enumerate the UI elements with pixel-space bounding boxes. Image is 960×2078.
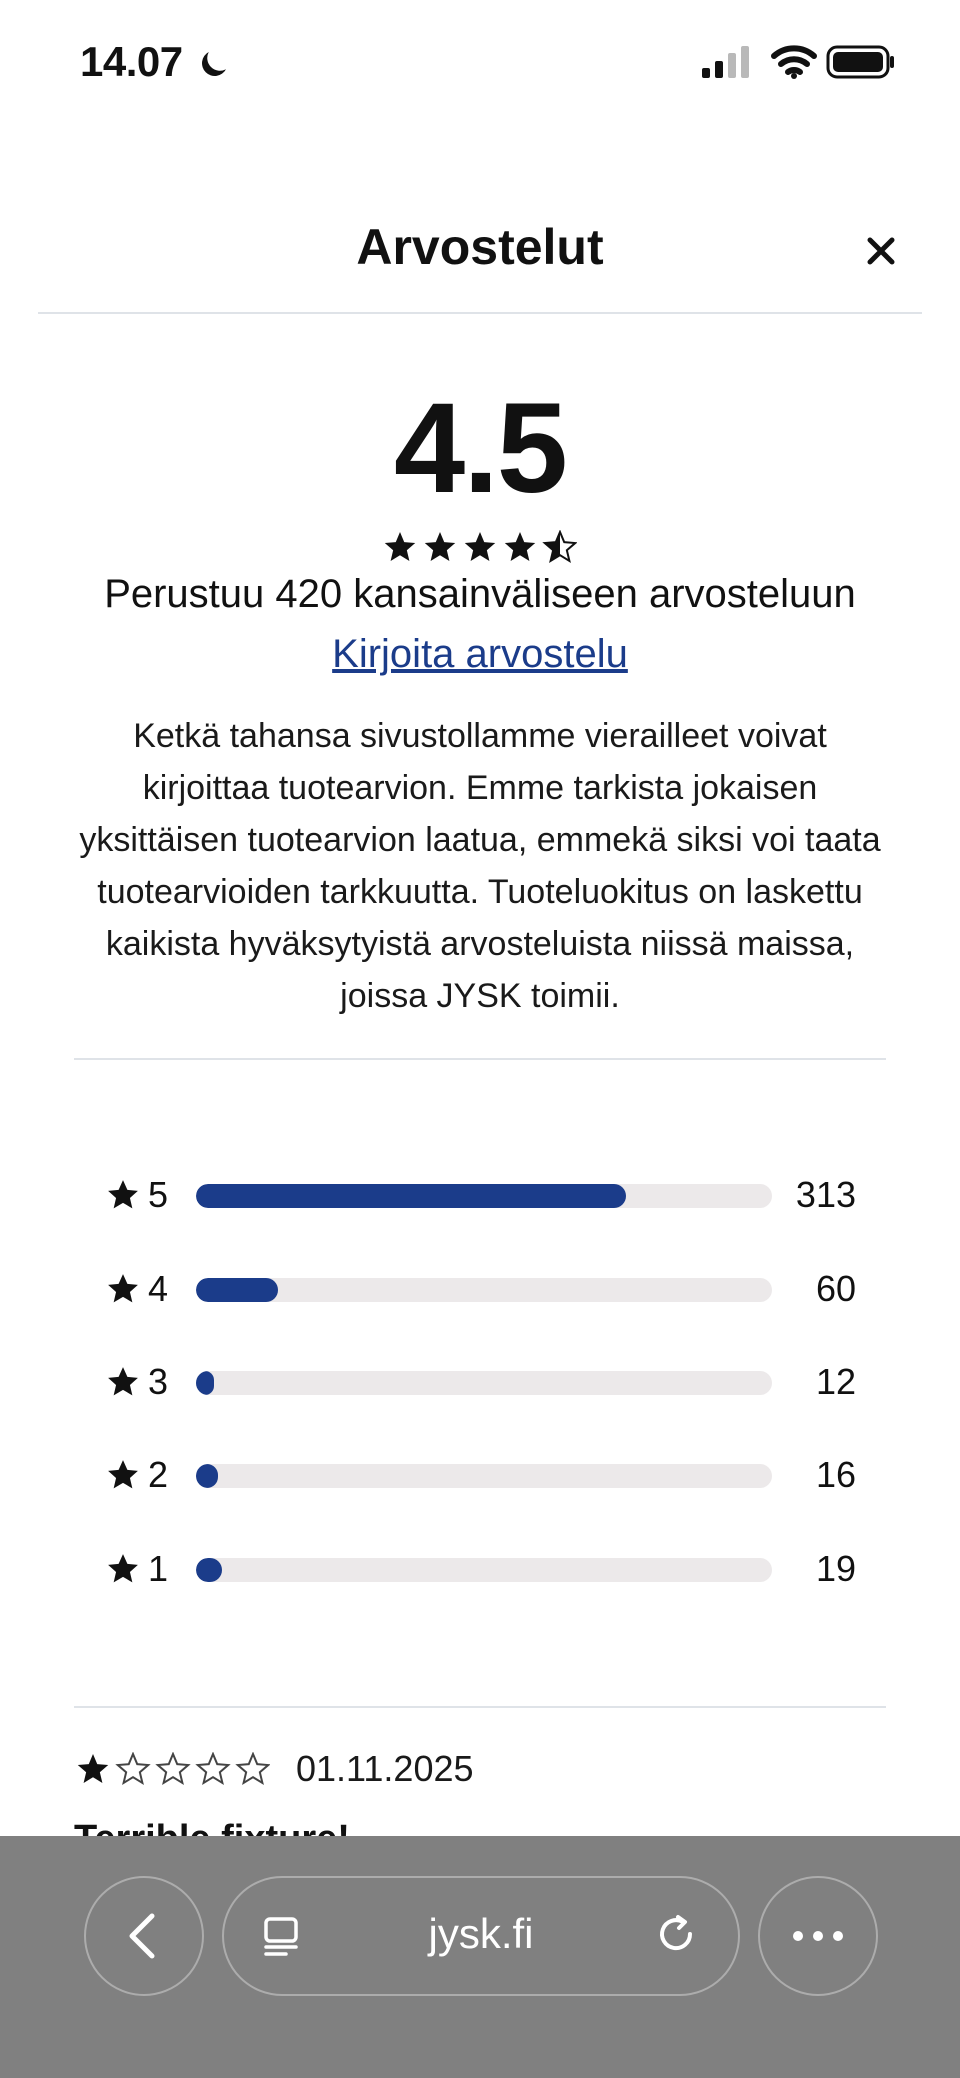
review-date: 01.11.2025 <box>296 1748 474 1789</box>
review-disclaimer: Ketkä tahansa sivustollamme vierailleet voivat kirjoittaa tuotearvion. Emme tarkista jokaisen yksittäisen tuotearvion laatua, emmekä siksi voi taata tuotearvioiden tarkkuutta. Tuoteluokitus on laskettu kaikista hyväksytyistä arvosteluista niissä maissa, joissa JYSK toimii. <box>79 717 881 1015</box>
close-icon[interactable] <box>858 228 904 274</box>
distribution-bar-fill <box>196 1464 218 1488</box>
distribution-count: 16 <box>815 1454 856 1495</box>
address-bar[interactable] <box>222 1876 740 1996</box>
chevron-left-icon <box>86 1878 202 1994</box>
distribution-stars-label: 1 <box>148 1548 169 1589</box>
distribution-bar-track <box>196 1278 772 1302</box>
distribution-stars-label: 2 <box>148 1454 169 1495</box>
star-icon <box>505 532 535 561</box>
distribution-row-1[interactable] <box>0 1542 960 1602</box>
distribution-row-5[interactable] <box>0 1168 960 1228</box>
distribution-count: 19 <box>815 1548 856 1589</box>
star-icon <box>118 1754 148 1783</box>
wifi-icon <box>770 42 818 80</box>
distribution-row-3[interactable] <box>0 1355 960 1415</box>
star-icon <box>78 1754 108 1783</box>
summary-divider <box>74 1058 886 1060</box>
star-icon <box>545 532 575 561</box>
battery-icon <box>826 44 896 80</box>
distribution-row-4[interactable] <box>0 1262 960 1322</box>
distribution-bar-fill <box>196 1371 214 1395</box>
status-bar <box>0 0 960 130</box>
distribution-bar-track <box>196 1371 772 1395</box>
signal-icon <box>700 44 752 80</box>
distribution-stars-label: 5 <box>148 1174 169 1215</box>
star-icon <box>465 532 495 561</box>
distribution-bar-track <box>196 1184 772 1208</box>
star-icon <box>198 1754 228 1783</box>
distribution-bar-track <box>196 1464 772 1488</box>
browser-toolbar <box>0 1836 960 2078</box>
modal-title: Arvostelut <box>356 219 604 275</box>
review-rating-stars <box>76 1752 270 1788</box>
reload-icon[interactable] <box>654 1912 700 1958</box>
star-icon <box>425 532 455 561</box>
distribution-count: 313 <box>795 1174 856 1215</box>
header-divider <box>38 312 922 314</box>
star-icon <box>106 1552 140 1586</box>
status-time: 14.07 <box>80 38 183 85</box>
distribution-bar-fill <box>196 1184 626 1208</box>
modal-header <box>0 190 960 310</box>
distribution-stars-label: 3 <box>148 1361 169 1402</box>
back-button[interactable] <box>84 1876 204 1996</box>
distribution-bar-track <box>196 1558 772 1582</box>
distribution-bar-fill <box>196 1558 222 1582</box>
star-icon <box>385 532 415 561</box>
star-icon <box>238 1754 268 1783</box>
star-icon <box>158 1754 188 1783</box>
distribution-count: 60 <box>815 1268 856 1309</box>
write-review-link[interactable]: Kirjoita arvostelu <box>332 632 628 676</box>
average-rating: 4.5 <box>394 377 566 520</box>
star-icon <box>106 1272 140 1306</box>
average-rating-stars <box>383 530 577 568</box>
distribution-row-2[interactable] <box>0 1448 960 1508</box>
url-text: jysk.fi <box>428 1910 534 1957</box>
distribution-stars-label: 4 <box>148 1268 169 1309</box>
star-icon <box>106 1365 140 1399</box>
based-on-text: Perustuu 420 kansainväliseen arvosteluun <box>104 572 856 616</box>
moon-icon <box>196 46 232 82</box>
distribution-count: 12 <box>815 1361 856 1402</box>
more-icon <box>790 1926 846 1946</box>
more-options-button[interactable] <box>758 1876 878 1996</box>
star-icon <box>106 1178 140 1212</box>
distribution-divider <box>74 1706 886 1708</box>
star-icon <box>106 1458 140 1492</box>
distribution-bar-fill <box>196 1278 278 1302</box>
